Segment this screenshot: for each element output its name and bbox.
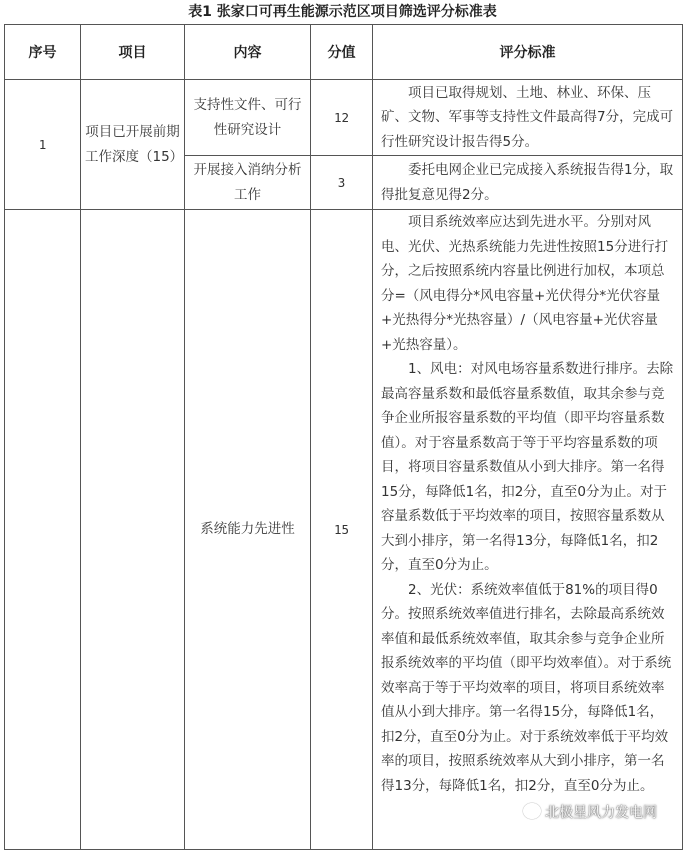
table-row [5,210,683,850]
header-row [5,25,683,80]
row-item: 项目已开展前期工作深度（15） [81,80,185,210]
criteria-paragraph: 2、光伏：系统效率值低于81%的项目得0分。按照系统效率值进行排名，去除最高系统效率值和最低系统效率值，取其余参与竞争企业所报系统效率的平均值（即平均效率值）。对于系统效率高于等于平均效率的项目，将项目系统效率值从小到大排序。第一名得15分，每降低1名，扣2分，直至0分为止。对于系统效率低于平均效率的项目，按照系统效率从大到小排序，第一名得13分，每降低1名，扣2分，直至0分为止。 [381,581,672,794]
row-content: 支持性文件、可行性研究设计 [185,80,311,156]
row-criteria: 项目已取得规划、土地、林业、环保、压矿、文物、军事等支持性文件最高得7分，完成可行性研究设计报告得5分。 [373,80,683,156]
row-item [81,210,185,850]
row-content: 开展接入消纳分析工作 [185,156,311,210]
row-score: 3 [311,156,373,210]
header-criteria: 评分标准 [373,25,683,80]
table-title: 表1 张家口可再生能源示范区项目筛选评分标准表 [188,4,497,20]
table-row [5,80,683,156]
watermark-text: 北极星风力发电网 [545,805,657,821]
header-score: 分值 [311,25,373,80]
wechat-icon [523,803,541,819]
row-seq: 1 [5,80,81,210]
row-criteria [373,210,683,850]
watermark [523,802,657,822]
row-criteria: 委托电网企业已完成接入系统报告得1分，取得批复意见得2分。 [373,156,683,210]
row-content: 系统能力先进性 [185,210,311,850]
row-seq [5,210,81,850]
criteria-paragraph: 项目系统效率应达到先进水平。分别对风电、光伏、光热系统能力先进性按照15分进行打分，之后按照系统内容量比例进行加权，本项总分=（风电得分*风电容量+光伏得分*光伏容量+光热得分*光热容量）/（风电容量+光伏容量+光热容量）。 [381,214,669,353]
row-score: 15 [311,210,373,850]
row-score: 12 [311,80,373,156]
header-seq: 序号 [5,25,81,80]
scoring-table [4,24,683,850]
header-item: 项目 [81,25,185,80]
criteria-paragraph: 1、风电：对风电场容量系数进行排序。去除最高容量系数和最低容量系数值，取其余参与竞争企业所报容量系数的平均值（即平均容量系数值）。对于容量系数高于等于平均容量系数的项目，将项目容量系数值从小到大排序。第一名得15分，每降低1名，扣2分，直至0分为止。对于容量系数低于平均效率的项目，按照容量系数从大到小排序，第一名得13分，每降低1名，扣2分，直至0分为止。 [381,361,674,573]
header-content: 内容 [185,25,311,80]
